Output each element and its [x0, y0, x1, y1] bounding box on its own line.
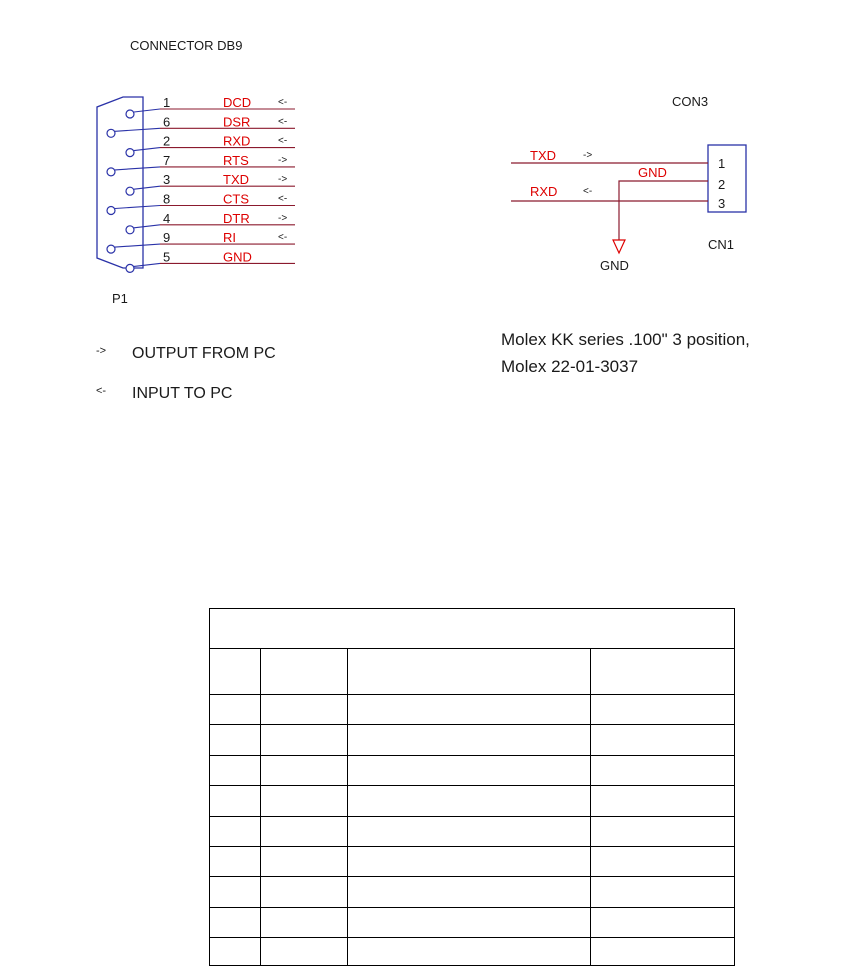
molex-note-line1: Molex KK series .100" 3 position,: [501, 330, 750, 349]
cn1-pin-2: 2: [718, 177, 726, 192]
input-arrow-glyph: <-: [96, 385, 107, 397]
db9-title: CONNECTOR DB9: [130, 38, 243, 53]
ground-symbol-label: GND: [600, 258, 629, 273]
ground-symbol-icon: [613, 240, 625, 253]
db9-signal-name: RXD: [223, 133, 251, 149]
db9-pin-number: 4: [163, 210, 171, 226]
pin-table-row: [210, 694, 734, 725]
output-arrow-glyph: ->: [96, 345, 107, 357]
pin-table-row: [210, 785, 734, 816]
db9-signal-name: DTR: [223, 210, 250, 226]
db9-direction-marker: <-: [278, 232, 288, 244]
pin-table-row: [210, 907, 734, 938]
db9-pin-number: 1: [163, 95, 171, 110]
db9-pin-number: 7: [163, 152, 171, 168]
db9-signal-name: GND: [223, 249, 252, 265]
db9-pin-number: 3: [163, 172, 171, 188]
cn1-connector-body: [708, 145, 746, 212]
pin-table-header-row: [210, 648, 734, 695]
pin-table-title-row: [210, 609, 734, 649]
output-legend-text: OUTPUT FROM PC: [132, 345, 276, 362]
db9-pin-number: 5: [163, 249, 171, 265]
db9-signal-name: RTS: [223, 152, 249, 168]
molex-note-line2: Molex 22-01-3037: [501, 357, 639, 376]
cn1-ref-label: CN1: [708, 237, 735, 252]
txd-signal: TXD: [530, 148, 556, 163]
db9-direction-marker: ->: [278, 154, 288, 166]
db9-signal-name: CTS: [223, 191, 249, 207]
db9-direction-marker: ->: [278, 212, 288, 224]
gnd-wire: [619, 181, 708, 240]
pin-table-row: [210, 846, 734, 877]
pin-table-row: [210, 816, 734, 847]
db9-ref-label: P1: [112, 291, 128, 306]
rxd-direction: <-: [583, 186, 593, 197]
db9-pin-number: 8: [163, 191, 171, 207]
db9-signal-name: DCD: [223, 95, 252, 110]
db9-direction-marker: ->: [278, 174, 288, 186]
legend-input: [96, 385, 356, 407]
pin-table-row: [210, 937, 734, 967]
db9-direction-marker: <-: [278, 97, 288, 108]
db9-pin-number: 9: [163, 230, 171, 246]
db9-pin-number: 2: [163, 133, 171, 149]
txd-direction: ->: [583, 150, 593, 161]
db9-signal-name: TXD: [223, 172, 249, 188]
db9-direction-marker: <-: [278, 116, 288, 128]
db9-direction-marker: <-: [278, 193, 288, 205]
con3-title: CON3: [672, 94, 709, 109]
rxd-signal: RXD: [530, 184, 558, 199]
gnd-net-label: GND: [638, 165, 667, 180]
db9-pin-number: 6: [163, 114, 171, 130]
pin-table-row: [210, 724, 734, 755]
cn1-pin-3: 3: [718, 196, 726, 211]
db9-signal-name: DSR: [223, 114, 251, 130]
input-legend-text: INPUT TO PC: [132, 385, 233, 402]
cn1-pin-1: 1: [718, 156, 726, 171]
con3-schematic: [0, 0, 852, 300]
pin-table-row: [210, 755, 734, 786]
legend-output: [96, 345, 356, 367]
db9-direction-marker: <-: [278, 135, 288, 147]
db9-signal-name: RI: [223, 230, 236, 246]
pin-table: [209, 608, 735, 966]
pin-table-row: [210, 876, 734, 907]
